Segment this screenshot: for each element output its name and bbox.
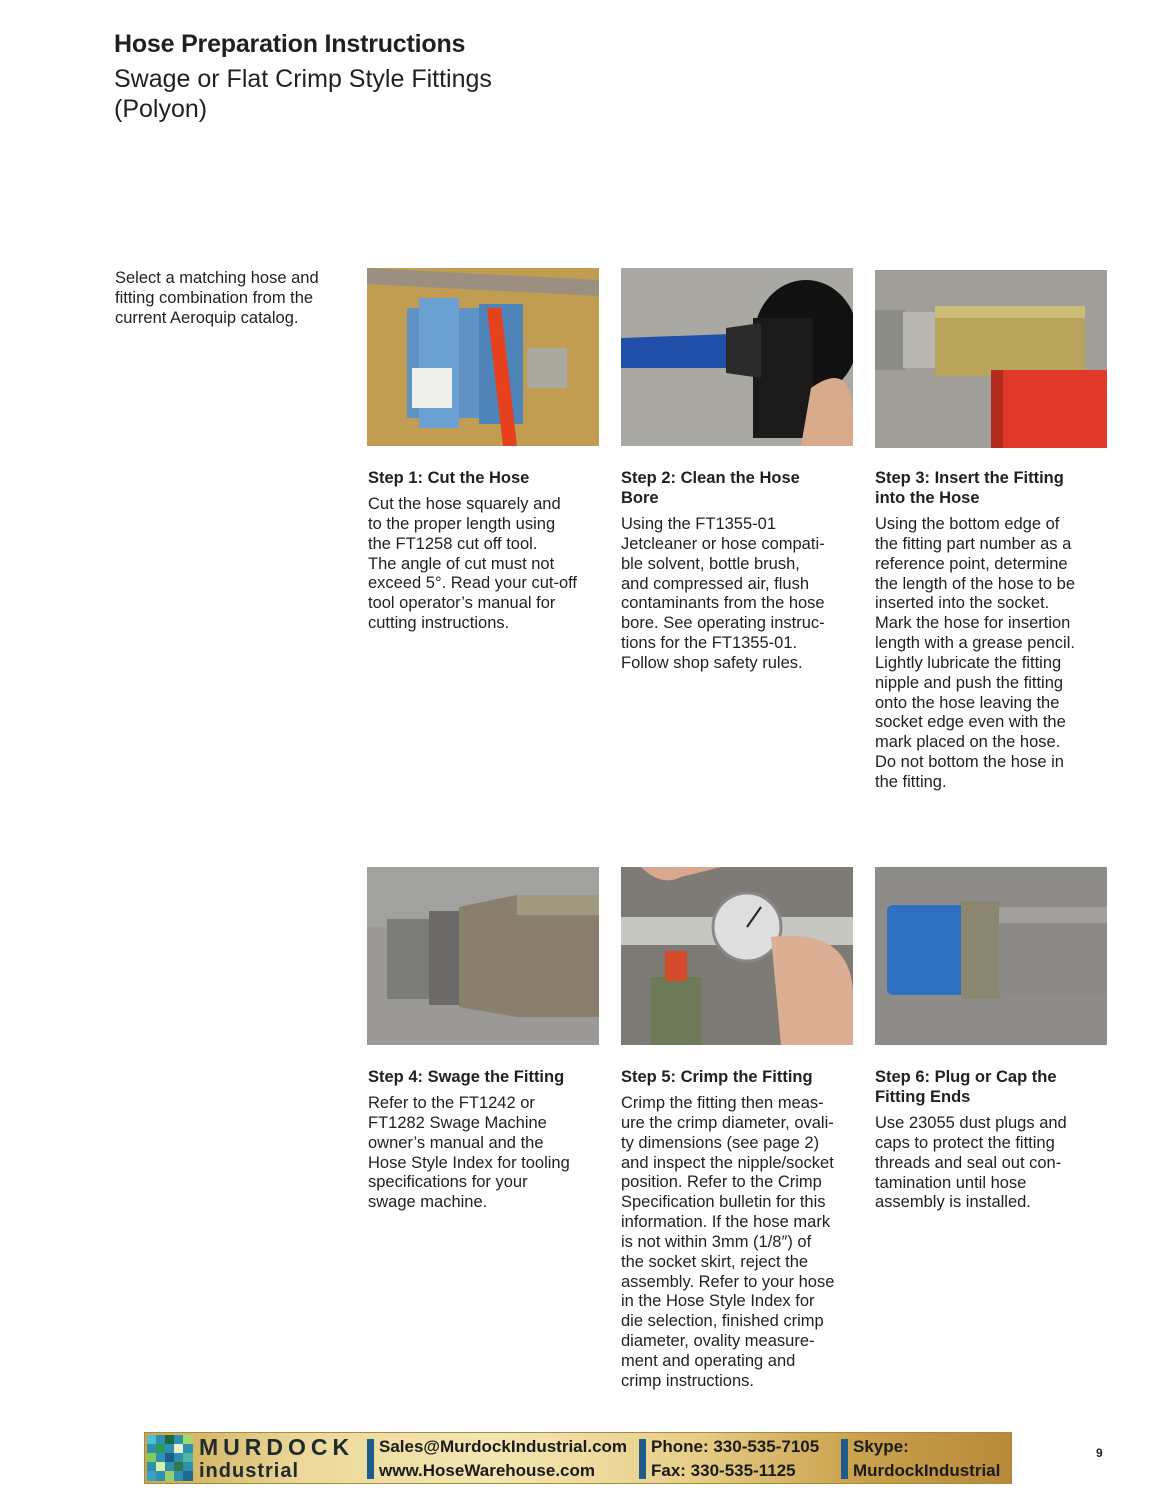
step-5-photo [621, 867, 853, 1045]
step-body-line: bore. See operating instruc- [621, 614, 825, 633]
step-body-line: exceed 5°. Read your cut-off [368, 574, 577, 593]
intro-line: current Aeroquip catalog. [115, 309, 299, 327]
step-body-line: tions for the FT1355-01. [621, 634, 798, 653]
footer-website-link[interactable]: www.HoseWarehouse.com [379, 1461, 596, 1480]
footer-skype-id: MurdockIndustrial [853, 1461, 1001, 1480]
step-3-photo [875, 270, 1107, 448]
step-body-line: Do not bottom the hose in [875, 753, 1064, 772]
step-body-line: position. Refer to the Crimp [621, 1173, 822, 1192]
step-5 [621, 1067, 857, 1392]
step-body-line: Follow shop safety rules. [621, 653, 803, 672]
footer-divider [841, 1439, 848, 1479]
step-2-photo [621, 268, 853, 446]
step-body-line: specifications for your [368, 1173, 528, 1192]
step-4-photo [367, 867, 599, 1045]
step-body-line: and compressed air, flush [621, 574, 810, 593]
step-title-line: Step 4: Swage the Fitting [368, 1068, 565, 1086]
step-body-line: to the proper length using [368, 514, 556, 533]
step-body-line: Lightly lubricate the fitting [875, 653, 1062, 672]
step-body-line: is not within 3mm (1/8″) of [621, 1232, 812, 1251]
step-title-line: Step 2: Clean the Hose [621, 469, 800, 487]
step-body-line: ty dimensions (see page 2) [621, 1133, 820, 1152]
step-5-title [621, 1067, 857, 1087]
step-6-body [875, 1114, 1111, 1213]
step-title-line: Fitting Ends [875, 1088, 971, 1106]
step-body-line: reference point, determine [875, 554, 1068, 573]
step-body-line: cutting instructions. [368, 614, 510, 633]
step-body-line: Cut the hose squarely and [368, 495, 561, 513]
step-body-line: Using the FT1355-01 [621, 515, 777, 533]
step-body-line: information. If the hose mark [621, 1213, 831, 1232]
step-body-line: inserted into the socket. [875, 594, 1050, 613]
step-body-line: FT1282 Swage Machine [368, 1113, 547, 1132]
step-title-line: Step 1: Cut the Hose [368, 469, 530, 487]
step-body-line: The angle of cut must not [368, 554, 555, 573]
step-body-line: Hose Style Index for tooling [368, 1153, 570, 1172]
step-3-title [875, 468, 1111, 508]
step-body-line: the FT1258 cut off tool. [368, 534, 538, 553]
footer-fax: Fax: 330-535-1125 [651, 1461, 796, 1480]
step-1 [368, 468, 604, 634]
step-body-line: Crimp the fitting then meas- [621, 1094, 824, 1112]
step-4-body [368, 1094, 604, 1213]
step-6 [875, 1067, 1111, 1213]
step-body-line: Refer to the FT1242 or [368, 1094, 535, 1112]
step-body-line: die selection, finished crimp [621, 1312, 824, 1331]
step-body-line: socket edge even with the [875, 713, 1066, 732]
step-body-line: assembly is installed. [875, 1193, 1031, 1212]
step-body-line: Specification bulletin for this [621, 1193, 826, 1212]
step-body-line: the fitting part number as a [875, 534, 1072, 553]
step-body-line: length with a grease pencil. [875, 634, 1075, 653]
logo-word-industrial: industrial [199, 1460, 300, 1482]
step-1-title [368, 468, 604, 488]
step-body-line: Jetcleaner or hose compati- [621, 534, 825, 553]
step-title-line: Step 5: Crimp the Fitting [621, 1068, 813, 1086]
step-1-photo [367, 268, 599, 446]
step-body-line: Mark the hose for insertion [875, 614, 1071, 633]
step-body-line: swage machine. [368, 1193, 488, 1212]
step-body-line: the socket skirt, reject the [621, 1252, 809, 1271]
step-3-body [875, 515, 1111, 793]
step-6-title [875, 1067, 1111, 1107]
step-body-line: assembly. Refer to your hose [621, 1272, 835, 1291]
murdock-logo-mosaic-icon [147, 1435, 193, 1481]
footer-phone: Phone: 330-535-7105 [651, 1437, 820, 1456]
step-5-body [621, 1094, 857, 1392]
subtitle-line-1: Swage or Flat Crimp Style Fittings [114, 65, 492, 93]
step-body-line: Using the bottom edge of [875, 515, 1060, 533]
step-body-line: threads and seal out con- [875, 1153, 1062, 1172]
step-body-line: the length of the hose to be [875, 574, 1075, 593]
step-body-line: tool operator’s manual for [368, 594, 556, 613]
step-body-line: diameter, ovality measure- [621, 1332, 815, 1351]
footer-skype-label: Skype: [853, 1437, 909, 1456]
subtitle-line-2: (Polyon) [114, 95, 208, 123]
step-body-line: the fitting. [875, 772, 947, 791]
page-subtitle [114, 64, 674, 124]
page-number: 9 [1096, 1446, 1103, 1460]
page-title: Hose Preparation Instructions [114, 30, 466, 58]
step-title-line: Bore [621, 489, 659, 507]
step-body-line: owner’s manual and the [368, 1133, 544, 1152]
step-body-line: mark placed on the hose. [875, 733, 1061, 752]
step-6-photo [875, 867, 1107, 1045]
step-body-line: ble solvent, bottle brush, [621, 554, 800, 573]
step-body-line: caps to protect the fitting [875, 1133, 1055, 1152]
footer-divider [367, 1439, 374, 1479]
step-2-body [621, 515, 857, 674]
footer-divider [639, 1439, 646, 1479]
step-body-line: and inspect the nipple/socket [621, 1153, 834, 1172]
step-title-line: into the Hose [875, 489, 980, 507]
intro-line: Select a matching hose and [115, 269, 319, 287]
step-2 [621, 468, 857, 674]
step-title-line: Step 3: Insert the Fitting [875, 469, 1064, 487]
step-body-line: onto the hose leaving the [875, 693, 1060, 712]
footer-banner [144, 1432, 1012, 1484]
step-body-line: contaminants from the hose [621, 594, 825, 613]
step-body-line: in the Hose Style Index for [621, 1292, 815, 1311]
step-4-title [368, 1067, 604, 1087]
step-3 [875, 468, 1111, 793]
step-2-title [621, 468, 857, 508]
step-body-line: Use 23055 dust plugs and [875, 1114, 1067, 1132]
step-1-body [368, 495, 604, 634]
step-body-line: ure the crimp diameter, ovali- [621, 1113, 834, 1132]
step-title-line: Step 6: Plug or Cap the [875, 1068, 1057, 1086]
step-body-line: nipple and push the fitting [875, 673, 1064, 692]
intro-text [115, 268, 355, 328]
step-body-line: crimp instructions. [621, 1371, 754, 1390]
step-body-line: tamination until hose [875, 1173, 1027, 1192]
footer-email-link[interactable]: Sales@MurdockIndustrial.com [379, 1437, 628, 1456]
logo-word-murdock: MURDOCK [199, 1434, 355, 1460]
intro-line: fitting combination from the [115, 289, 314, 307]
step-body-line: ment and operating and [621, 1351, 796, 1370]
step-4 [368, 1067, 604, 1213]
